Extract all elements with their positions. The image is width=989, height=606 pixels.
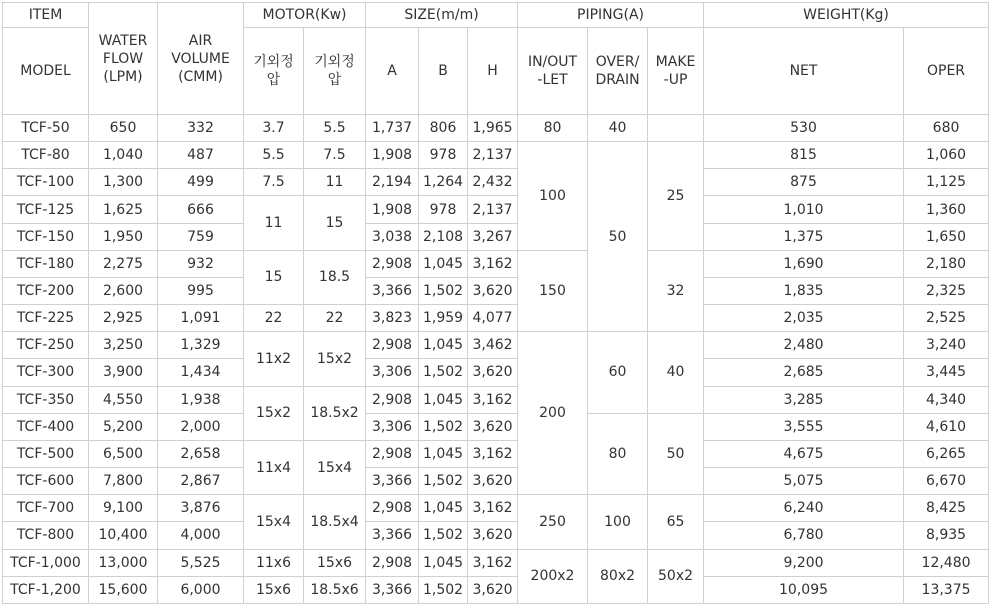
cell-weight-oper: 6,670	[904, 468, 989, 495]
cell-motor-2: 18.5	[304, 250, 366, 304]
header-motor-sub2: 기외정 압	[304, 28, 366, 115]
cell-size-a: 3,366	[366, 576, 419, 603]
cell-size-b: 1,502	[419, 576, 468, 603]
cell-piping-make: 50	[648, 413, 704, 494]
cell-model: TCF-225	[3, 305, 89, 332]
cell-size-h: 3,620	[468, 277, 518, 304]
cell-water-flow: 7,800	[89, 468, 158, 495]
cell-piping-make: 50x2	[648, 549, 704, 604]
table-row	[3, 305, 989, 332]
cell-model: TCF-1,000	[3, 549, 89, 576]
cell-size-b: 806	[419, 115, 468, 142]
cell-size-a: 2,908	[366, 332, 419, 359]
cell-water-flow: 15,600	[89, 576, 158, 603]
cell-air-volume: 332	[158, 115, 244, 142]
cell-model: TCF-125	[3, 196, 89, 223]
cell-air-volume: 666	[158, 196, 244, 223]
cell-size-a: 3,366	[366, 522, 419, 549]
cell-size-h: 3,462	[468, 332, 518, 359]
cell-size-a: 1,737	[366, 115, 419, 142]
cell-model: TCF-100	[3, 169, 89, 196]
cell-model: TCF-600	[3, 468, 89, 495]
cell-water-flow: 10,400	[89, 522, 158, 549]
header-piping-over: OVER/ DRAIN	[588, 28, 648, 115]
cell-piping-inout: 80	[518, 115, 588, 142]
cell-size-b: 1,045	[419, 386, 468, 413]
cell-size-h: 3,162	[468, 549, 518, 576]
cell-water-flow: 3,250	[89, 332, 158, 359]
cell-piping-make: 65	[648, 495, 704, 549]
cell-size-a: 2,908	[366, 549, 419, 576]
header-piping-make: MAKE -UP	[648, 28, 704, 115]
cell-piping-over: 100	[588, 495, 648, 549]
cell-weight-oper: 2,180	[904, 250, 989, 277]
cell-water-flow: 1,040	[89, 142, 158, 169]
cell-size-a: 3,823	[366, 305, 419, 332]
cell-water-flow: 9,100	[89, 495, 158, 522]
cell-motor-2: 11	[304, 169, 366, 196]
cell-water-flow: 5,200	[89, 413, 158, 440]
cell-size-a: 2,908	[366, 440, 419, 467]
cell-size-h: 3,162	[468, 386, 518, 413]
cell-weight-oper: 4,610	[904, 413, 989, 440]
cell-water-flow: 13,000	[89, 549, 158, 576]
cell-size-a: 3,366	[366, 468, 419, 495]
cell-size-b: 1,045	[419, 332, 468, 359]
cell-air-volume: 1,329	[158, 332, 244, 359]
cell-weight-net: 3,555	[704, 413, 904, 440]
cell-motor-2: 18.5x6	[304, 576, 366, 603]
cell-weight-oper: 6,265	[904, 440, 989, 467]
cell-weight-oper: 3,240	[904, 332, 989, 359]
table-row	[3, 549, 989, 576]
table-row	[3, 250, 989, 277]
cell-size-h: 3,620	[468, 359, 518, 386]
cell-size-h: 3,267	[468, 223, 518, 250]
table-row	[3, 142, 989, 169]
cell-air-volume: 2,867	[158, 468, 244, 495]
cell-size-h: 3,162	[468, 440, 518, 467]
cell-size-a: 1,908	[366, 196, 419, 223]
cell-piping-make	[648, 115, 704, 142]
cell-air-volume: 932	[158, 250, 244, 277]
cell-size-b: 1,264	[419, 169, 468, 196]
cell-motor-2: 15	[304, 196, 366, 250]
cell-motor-1: 15	[244, 250, 304, 304]
cell-piping-over: 60	[588, 332, 648, 413]
cell-size-b: 1,502	[419, 522, 468, 549]
cell-piping-over: 80	[588, 413, 648, 494]
cell-size-b: 1,502	[419, 359, 468, 386]
table-row	[3, 576, 989, 603]
table-row	[3, 386, 989, 413]
cell-model: TCF-700	[3, 495, 89, 522]
cell-size-a: 2,908	[366, 250, 419, 277]
cell-size-b: 1,502	[419, 277, 468, 304]
table-row	[3, 522, 989, 549]
cell-size-h: 3,620	[468, 576, 518, 603]
cell-motor-2: 15x4	[304, 440, 366, 494]
cell-motor-1: 5.5	[244, 142, 304, 169]
header-size-h: H	[468, 28, 518, 115]
cell-water-flow: 6,500	[89, 440, 158, 467]
cell-motor-1: 15x2	[244, 386, 304, 440]
table-row	[3, 440, 989, 467]
cell-size-b: 1,502	[419, 468, 468, 495]
cell-size-b: 2,108	[419, 223, 468, 250]
cell-weight-net: 10,095	[704, 576, 904, 603]
header-piping: PIPING(A)	[518, 3, 704, 28]
cell-weight-net: 6,780	[704, 522, 904, 549]
cell-air-volume: 2,000	[158, 413, 244, 440]
table-row	[3, 223, 989, 250]
cell-size-h: 3,162	[468, 495, 518, 522]
cell-size-h: 3,162	[468, 250, 518, 277]
cell-motor-1: 11x6	[244, 549, 304, 576]
header-model: MODEL	[3, 28, 89, 115]
cell-piping-inout: 200x2	[518, 549, 588, 604]
cell-weight-net: 1,010	[704, 196, 904, 223]
header-water-flow: WATER FLOW (LPM)	[89, 3, 158, 115]
cell-weight-net: 1,375	[704, 223, 904, 250]
cell-size-b: 1,045	[419, 440, 468, 467]
cell-weight-oper: 1,125	[904, 169, 989, 196]
cell-size-h: 4,077	[468, 305, 518, 332]
cell-weight-net: 530	[704, 115, 904, 142]
cell-air-volume: 1,434	[158, 359, 244, 386]
header-weight-oper: OPER	[904, 28, 989, 115]
cell-motor-1: 7.5	[244, 169, 304, 196]
cell-piping-inout: 100	[518, 142, 588, 251]
cell-weight-net: 4,675	[704, 440, 904, 467]
cell-size-b: 1,502	[419, 413, 468, 440]
cell-model: TCF-250	[3, 332, 89, 359]
cell-model: TCF-150	[3, 223, 89, 250]
cell-weight-oper: 1,650	[904, 223, 989, 250]
cell-air-volume: 5,525	[158, 549, 244, 576]
header-piping-inout: IN/OUT -LET	[518, 28, 588, 115]
cell-motor-2: 18.5x2	[304, 386, 366, 440]
cell-air-volume: 2,658	[158, 440, 244, 467]
cell-piping-make: 25	[648, 142, 704, 251]
cell-weight-oper: 2,325	[904, 277, 989, 304]
cell-weight-net: 2,685	[704, 359, 904, 386]
cell-weight-net: 3,285	[704, 386, 904, 413]
cell-piping-inout: 200	[518, 332, 588, 495]
cell-water-flow: 4,550	[89, 386, 158, 413]
cell-water-flow: 1,625	[89, 196, 158, 223]
cell-air-volume: 759	[158, 223, 244, 250]
table-row	[3, 332, 989, 359]
cell-size-a: 2,908	[366, 495, 419, 522]
cell-water-flow: 650	[89, 115, 158, 142]
cell-motor-1: 11	[244, 196, 304, 250]
cell-weight-net: 2,480	[704, 332, 904, 359]
cell-weight-net: 5,075	[704, 468, 904, 495]
cell-air-volume: 1,938	[158, 386, 244, 413]
cell-model: TCF-200	[3, 277, 89, 304]
cell-air-volume: 499	[158, 169, 244, 196]
cell-piping-over: 80x2	[588, 549, 648, 604]
cell-water-flow: 3,900	[89, 359, 158, 386]
cell-weight-oper: 8,935	[904, 522, 989, 549]
table-row	[3, 115, 989, 142]
cell-weight-oper: 13,375	[904, 576, 989, 603]
cell-water-flow: 2,600	[89, 277, 158, 304]
cell-weight-net: 6,240	[704, 495, 904, 522]
cell-model: TCF-300	[3, 359, 89, 386]
header-air-volume: AIR VOLUME (CMM)	[158, 3, 244, 115]
cell-size-b: 978	[419, 196, 468, 223]
cell-weight-oper: 12,480	[904, 549, 989, 576]
cell-motor-2: 22	[304, 305, 366, 332]
cell-air-volume: 995	[158, 277, 244, 304]
cell-weight-oper: 4,340	[904, 386, 989, 413]
cell-size-b: 1,045	[419, 495, 468, 522]
header-motor: MOTOR(Kw)	[244, 3, 366, 28]
cell-motor-1: 15x4	[244, 495, 304, 549]
cell-piping-over: 50	[588, 142, 648, 332]
table-row	[3, 169, 989, 196]
table-row	[3, 277, 989, 304]
cell-weight-net: 875	[704, 169, 904, 196]
cell-size-h: 2,137	[468, 196, 518, 223]
cell-size-h: 1,965	[468, 115, 518, 142]
cell-size-a: 3,306	[366, 359, 419, 386]
cell-weight-oper: 1,360	[904, 196, 989, 223]
spec-table	[2, 2, 989, 604]
cell-size-b: 978	[419, 142, 468, 169]
header-size: SIZE(m/m)	[366, 3, 518, 28]
cell-weight-oper: 2,525	[904, 305, 989, 332]
header-size-b: B	[419, 28, 468, 115]
cell-size-a: 1,908	[366, 142, 419, 169]
cell-weight-net: 1,690	[704, 250, 904, 277]
cell-model: TCF-400	[3, 413, 89, 440]
cell-size-b: 1,959	[419, 305, 468, 332]
cell-motor-2: 15x2	[304, 332, 366, 386]
cell-model: TCF-1,200	[3, 576, 89, 603]
table-row	[3, 495, 989, 522]
cell-piping-inout: 150	[518, 250, 588, 331]
cell-model: TCF-180	[3, 250, 89, 277]
cell-model: TCF-800	[3, 522, 89, 549]
table-row	[3, 196, 989, 223]
cell-model: TCF-350	[3, 386, 89, 413]
cell-motor-1: 11x2	[244, 332, 304, 386]
cell-size-h: 2,137	[468, 142, 518, 169]
cell-motor-2: 5.5	[304, 115, 366, 142]
cell-size-b: 1,045	[419, 549, 468, 576]
cell-size-h: 3,620	[468, 413, 518, 440]
cell-size-h: 3,620	[468, 522, 518, 549]
table-row	[3, 413, 989, 440]
cell-size-b: 1,045	[419, 250, 468, 277]
cell-size-a: 3,306	[366, 413, 419, 440]
cell-motor-1: 11x4	[244, 440, 304, 494]
header-weight-net: NET	[704, 28, 904, 115]
cell-weight-net: 815	[704, 142, 904, 169]
cell-size-a: 2,908	[366, 386, 419, 413]
cell-model: TCF-500	[3, 440, 89, 467]
cell-water-flow: 2,275	[89, 250, 158, 277]
cell-motor-1: 22	[244, 305, 304, 332]
cell-weight-oper: 1,060	[904, 142, 989, 169]
cell-weight-net: 9,200	[704, 549, 904, 576]
cell-piping-make: 40	[648, 332, 704, 413]
header-size-a: A	[366, 28, 419, 115]
cell-water-flow: 2,925	[89, 305, 158, 332]
cell-motor-1: 15x6	[244, 576, 304, 603]
cell-air-volume: 3,876	[158, 495, 244, 522]
cell-air-volume: 6,000	[158, 576, 244, 603]
cell-weight-oper: 3,445	[904, 359, 989, 386]
cell-water-flow: 1,300	[89, 169, 158, 196]
cell-motor-2: 7.5	[304, 142, 366, 169]
cell-water-flow: 1,950	[89, 223, 158, 250]
cell-size-h: 3,620	[468, 468, 518, 495]
cell-model: TCF-50	[3, 115, 89, 142]
cell-size-h: 2,432	[468, 169, 518, 196]
cell-air-volume: 487	[158, 142, 244, 169]
cell-motor-1: 3.7	[244, 115, 304, 142]
cell-size-a: 3,366	[366, 277, 419, 304]
cell-air-volume: 1,091	[158, 305, 244, 332]
cell-size-a: 3,038	[366, 223, 419, 250]
cell-weight-net: 2,035	[704, 305, 904, 332]
cell-model: TCF-80	[3, 142, 89, 169]
header-row-groups	[3, 3, 989, 28]
table-row	[3, 359, 989, 386]
header-item: ITEM	[3, 3, 89, 28]
header-weight: WEIGHT(Kg)	[704, 3, 989, 28]
cell-motor-2: 18.5x4	[304, 495, 366, 549]
cell-weight-net: 1,835	[704, 277, 904, 304]
cell-piping-make: 32	[648, 250, 704, 331]
header-motor-sub1: 기외정 압	[244, 28, 304, 115]
cell-weight-oper: 680	[904, 115, 989, 142]
cell-motor-2: 15x6	[304, 549, 366, 576]
table-row	[3, 468, 989, 495]
cell-weight-oper: 8,425	[904, 495, 989, 522]
cell-piping-over: 40	[588, 115, 648, 142]
cell-size-a: 2,194	[366, 169, 419, 196]
cell-piping-inout: 250	[518, 495, 588, 549]
cell-air-volume: 4,000	[158, 522, 244, 549]
